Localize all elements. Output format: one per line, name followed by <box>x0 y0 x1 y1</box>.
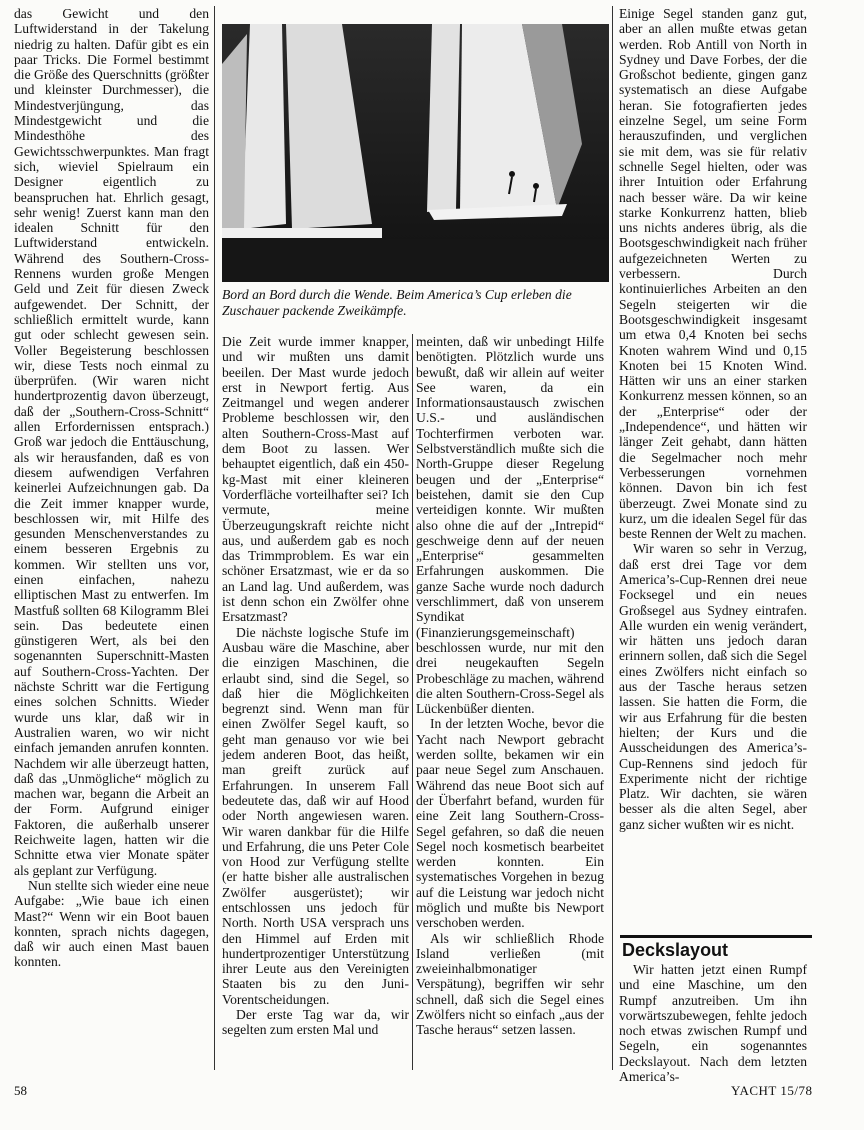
paragraph: In der letzten Woche, bevor die Yacht nach Newport gebracht werden sollte, bekamen wir ein paar neue Segel zum Anschauen. Während das neue Boot sich auf der Überfahrt befand, wurden für eine Zeit lang Southern-Cross-Segel gefahren, so daß die neuen Segel noch kosmetisch bearbeitet werden konnten. Ein systematisches Vorgehen in bezug auf die Leistung war jedoch nicht möglich und mußte bis Newport verschoben werden. <box>416 716 604 931</box>
paragraph: Die Zeit wurde immer knapper, und wir mußten uns damit beeilen. Der Mast wurde jedoch erst in Newport fertig. Aus Zeitmangel und wegen anderer Probleme beschlossen wir, den alten Southern-Cross-Mast auf dem Boot zu lassen. Wer behauptet eigentlich, daß ein 450-kg-Mast mit einer kleineren Vorderfläche vorteilhafter sei? Ich vermute, meine Überzeugungskraft reichte nicht aus, und außerdem gab es noch das Trimmproblem. Es war ein schöner Ersatzmast, wie er da so an Land lag. Und außerdem, was ist denn schon ein Zwölfer ohne Ersatzmast? <box>222 334 409 625</box>
paragraph: das Gewicht und den Luftwiderstand in der Takelung niedrig zu halten. Dafür gibt es ein paar Tricks. Die Formel bestimmt die Größe des Querschnitts (größter und kleinster Durchmesser), die Mindestverjüngung, das Mindestgewicht und die Mindesthöhe des Gewichtsschwerpunktes. Man fragt sich, wieviel Spielraum ein Designer eigentlich zu beanspruchen hat. Ehrlich gesagt, sehr wenig! Zuerst kann man den idealen Schnitt für den Luftwiderstand entwickeln. Während des Southern-Cross-Rennens wurden große Mengen Geld und Zeit für diesen Zweck aufgewendet. Der Schnitt, der schließlich ermittelt wurde, kann gut oder schlecht gewesen sein. Voller Begeisterung beschlossen wir, diese Tests noch einmal zu überprüfen. (Wir waren nicht hundertprozentig davon überzeugt, daß der „Southern-Cross-Schnitt“ allen Erfordernissen entsprach.) Groß war jedoch die Enttäuschung, als wir herausfanden, daß es von diesem aufwendigen Verfahren keinerlei Aufzeichnungen gab. Da die Zeit immer knapper wurde, beschlossen wir, mit Hilfe des gesunden Menschenverstandes zu einem besseren Ergebnis zu kommen. Wir stellten uns vor, einen einfachen, nahezu elliptischen Mast zu entwerfen. Im Mastfuß sollten 68 Kilogramm Blei sein. Das bedeutete einen günstigeren Wert, als bei den sogenannten Superschnitt-Masten auf Southern-Cross-Yachten. Der nächste Schritt war die Fertigung eines solchen Schnitts. Wieder wurde uns klar, daß wir in Australien waren, wo wir nicht einfach jemanden anrufen konnten. Nachdem wir alle überzeugt hatten, daß das „Unmögliche“ möglich zu machen war, begann die Arbeit an der Form. Aufgrund einiger Faktoren, die außerhalb unserer Reichweite lagen, hatten wir die Schnitte etwa vier Monate später als geplant zur Verfügung. <box>14 6 209 878</box>
column-4 <box>619 6 807 832</box>
sailing-photo <box>222 24 609 282</box>
column-3 <box>416 334 604 1038</box>
paragraph: Als wir schließlich Rhode Island verließen (mit zweieinhalbmonatiger Verspätung), begriffen wir sehr schnell, daß sich die Segel eines Zwölfers nicht so einfach „aus der Tasche heraus“ setzen lassen. <box>416 930 604 1038</box>
column-1 <box>14 6 209 970</box>
paragraph: Einige Segel standen ganz gut, aber an allen mußte etwas getan werden. Rob Antill von North in Sydney und Dave Forbes, der die Großschot bediente, gingen ganz systematisch an diese Aufgabe heran. Sie fotografierten jedes einzelne Segel, um seine Form herauszufinden, und verglichen sie mit dem, was sie für relativ schnelle Segel hielten, oder was ihrer Intuition oder Erfahrung nach besser wäre. Da wir keine starke Konkurrenz hatten, blieb uns nichts anderes übrig, als die Bootsgeschwindigkeit nach früher aufgezeichneten Werten zu verbessern. Durch kontinuierliches Arbeiten an den Segeln steigerten wir die Bootsgeschwindigkeit insgesamt um etwa 0,4 Knoten bei sechs Knoten wahrem Wind und 0,15 Knoten bei 15 Knoten Wind. Hätten wir uns an einer starken Konkurrenz messen können, so an der „Enterprise“ oder der „Independence“, und hätten wir länger Zeit gehabt, dann hätten die Segelmacher noch mehr Verbesserungen vornehmen können. Davon bin ich fest überzeugt. Zwei Monate sind zu kurz, um die idealen Segel für das beste Rennen der Welt zu machen. <box>619 6 807 542</box>
column-2 <box>222 334 409 1038</box>
paragraph: Nun stellte sich wieder eine neue Aufgabe: „Wie baue ich einen Mast?“ Wenn wir ein Boot bauen konnten, sprach nichts dagegen, daß wir auch einen Mast bauen konnten. <box>14 877 209 970</box>
paragraph: Wir waren so sehr in Verzug, daß erst drei Tage vor dem America’s-Cup-Rennen drei neue Focksegel und ein neues Großsegel aus Sydney eintrafen. Alle wurden ein wenig verändert, wir hätten uns jedoch daran erinnern sollen, daß sich die Segel eines Zwölfers nicht einfach so aus der Tasche heraus setzen lassen. Sie hatten die Form, die wir aus Erfahrung für die besten hielten; der Kurs und die Ausscheidungen des America’s-Cup-Rennens sind jedoch für Experimente nicht der richtige Platz. Wir dachten, sie wären besser als die alten Segel, aber ganz sicher wußten wir es nicht. <box>619 541 807 832</box>
paragraph: Die nächste logische Stufe im Ausbau wäre die Maschine, aber die einzigen Maschinen, die erlaubt sind, sind die Segel, so daß hier die Möglichkeiten begrenzt sind. Wenn man für einen Zwölfer Segel kauft, so geht man genauso vor wie bei jedem anderen Boot, das heißt, man greift zurück auf Erfahrungen. In unserem Fall bedeutete das, daß wir auf Hood oder North angewiesen waren. Wir waren dankbar für die Hilfe und Erfahrung, die uns Peter Cole von Hood zur Verfügung stellte (er hatte bisher alle australischen Zwölfer ausgerüstet); wir entschlossen uns jedoch für North. North USA versprach uns den Himmel auf Erden mit hundertprozentiger Unterstützung ihrer Leute aus den Vereinigten Staaten bis zu den Juni-Vorentscheidungen. <box>222 624 409 1007</box>
column-divider <box>612 6 613 1070</box>
column-divider <box>412 334 413 1070</box>
paragraph: Der erste Tag war da, wir segelten zum ersten Mal und <box>222 1007 409 1038</box>
page-number: 58 <box>14 1083 27 1098</box>
photo-caption: Bord an Bord durch die Wende. Beim America’s Cup erleben die Zuschauer packende Zweikämpfe. <box>222 287 572 318</box>
column-divider <box>214 6 215 1070</box>
section-heading-text: Deckslayout <box>622 940 732 960</box>
section-heading <box>620 935 812 961</box>
paragraph: Wir hatten jetzt einen Rumpf und eine Maschine, um den Rumpf anzutreiben. Um ihn vorwärtszubewegen, fehlte jedoch noch etwas zwischen Rumpf und Segeln, ein sogenanntes Deckslayout. Nach dem letzten America’s- <box>619 962 807 1085</box>
sailing-yachts-image <box>222 24 609 282</box>
magazine-issue: YACHT 15/78 <box>731 1083 813 1098</box>
section-body <box>619 962 807 1084</box>
paragraph: meinten, daß wir unbedingt Hilfe benötigten. Plötzlich wurde uns bewußt, daß wir allein auf weiter See waren, da ein Informationsaustausch zwischen U.S.- und ausländischen Tochterfirmen verboten war. Selbstverständlich mußte sich die North-Gruppe dieser Regelung beugen und der „Enterprise“ beistehen, damit sie den Cup verteidigen konnte. Wir mußten also ohne die auf der „Intrepid“ geschweige denn auf der neuen „Enterprise“ gesammelten Erfahrungen auskommen. Die ganze Sache wurde noch dadurch verschlimmert, daß von unserem Syndikat (Finanzierungsgemeinschaft) beschlossen wurde, nur mit den drei neugekauften Segeln Probeschläge zu machen, während die alten Southern-Cross-Segel als Lückenbüßer dienten. <box>416 334 604 717</box>
